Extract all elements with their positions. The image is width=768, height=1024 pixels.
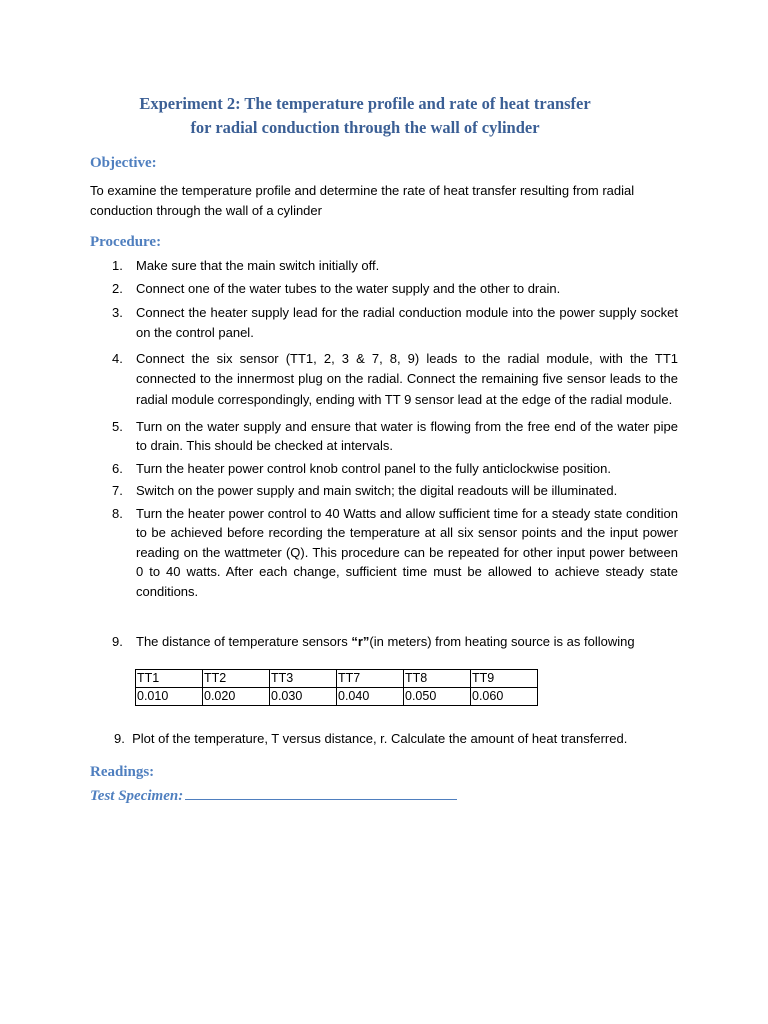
procedure-step [90, 417, 678, 456]
table-row [136, 688, 538, 706]
table-cell: 0.040 [337, 688, 404, 706]
procedure-step-plot [114, 729, 714, 749]
procedure-list [90, 256, 678, 601]
step-text-pre: The distance of temperature sensors [136, 634, 352, 649]
table-header-cell: TT3 [270, 670, 337, 688]
procedure-step [90, 481, 678, 501]
table-cell: 0.030 [270, 688, 337, 706]
step-text: Turn the heater power control knob control panel to the fully anticlockwise position. [136, 460, 612, 476]
table-cell: 0.020 [203, 688, 270, 706]
table-header-cell: TT2 [203, 670, 270, 688]
procedure-step [90, 504, 678, 602]
procedure-step [90, 459, 678, 479]
table-cell: 0.050 [404, 688, 471, 706]
step-number: 7. [112, 483, 123, 499]
objective-text: To examine the temperature profile and determine the rate of heat transfer resulting from radial conduction through the wall of a cylinder [90, 183, 635, 218]
step-number: 1. [112, 258, 123, 273]
title-line-2: for radial conduction through the wall of cylinder [190, 118, 540, 137]
table-header-cell: TT8 [404, 670, 471, 688]
title-line-1: Experiment 2: The temperature profile and rate of heat transfer [139, 94, 591, 113]
step-text-r: “r” [351, 634, 370, 649]
step-number: 8. [112, 505, 123, 521]
readings-heading: Readings: [90, 764, 155, 780]
table-cell: 0.060 [471, 688, 538, 706]
objective-heading: Objective: [90, 155, 157, 171]
table-header-cell: TT9 [471, 670, 538, 688]
step-number: 6. [112, 460, 123, 476]
step-number: 9. [112, 634, 123, 649]
test-specimen-blank [185, 785, 457, 800]
table-header-cell: TT1 [136, 670, 203, 688]
step-text: Turn the heater power control to 40 Watts and allow sufficient time for a steady state condition to be achieved before recording the temperature at all six sensor points and the input power reading on the wattmeter (Q). This procedure can be repeated for other input power between 0 to 40 watts. After each change, sufficient time must be allowed to achieve steady state conditions. [136, 505, 678, 599]
step-text-post: (in meters) from heating source is as following [369, 634, 635, 649]
step-number: 2. [112, 280, 123, 296]
procedure-step [90, 349, 678, 410]
step-number: 3. [112, 305, 123, 320]
procedure-heading: Procedure: [90, 234, 162, 250]
test-specimen-line [90, 785, 457, 805]
step-text [136, 632, 635, 652]
step-text: Turn on the water supply and ensure that water is flowing from the free end of the water pipe to drain. This should be checked at intervals. [136, 418, 678, 454]
procedure-step [90, 279, 678, 299]
step-text: Connect one of the water tubes to the water supply and the other to drain. [136, 280, 561, 296]
procedure-step [90, 303, 678, 342]
procedure-step [90, 256, 678, 276]
step-number: 4. [112, 351, 123, 366]
step-number: 5. [112, 418, 123, 434]
table-cell: 0.010 [136, 688, 203, 706]
sensor-distance-table [135, 669, 538, 706]
table-header-row [136, 670, 538, 688]
page-title [40, 92, 690, 140]
step-text: Connect the six sensor (TT1, 2, 3 & 7, 8, 9) leads to the radial module, with the TT1 connected to the innermost plug on the radial. Connect the remaining five sensor leads to the radial module correspondingly, ending with TT 9 sensor lead at the edge of the radial module. [136, 351, 678, 407]
step-text: Connect the heater supply lead for the radial conduction module into the power supply socket on the control panel. [136, 305, 678, 340]
table-header-cell: TT7 [337, 670, 404, 688]
step-number: 9. [114, 731, 125, 746]
step-text: Make sure that the main switch initially off. [136, 258, 380, 273]
test-specimen-label: Test Specimen: [90, 788, 184, 804]
step-text: Switch on the power supply and main switch; the digital readouts will be illuminated. [136, 483, 618, 499]
step-text: Plot of the temperature, T versus distance, r. Calculate the amount of heat transferred. [132, 731, 628, 746]
